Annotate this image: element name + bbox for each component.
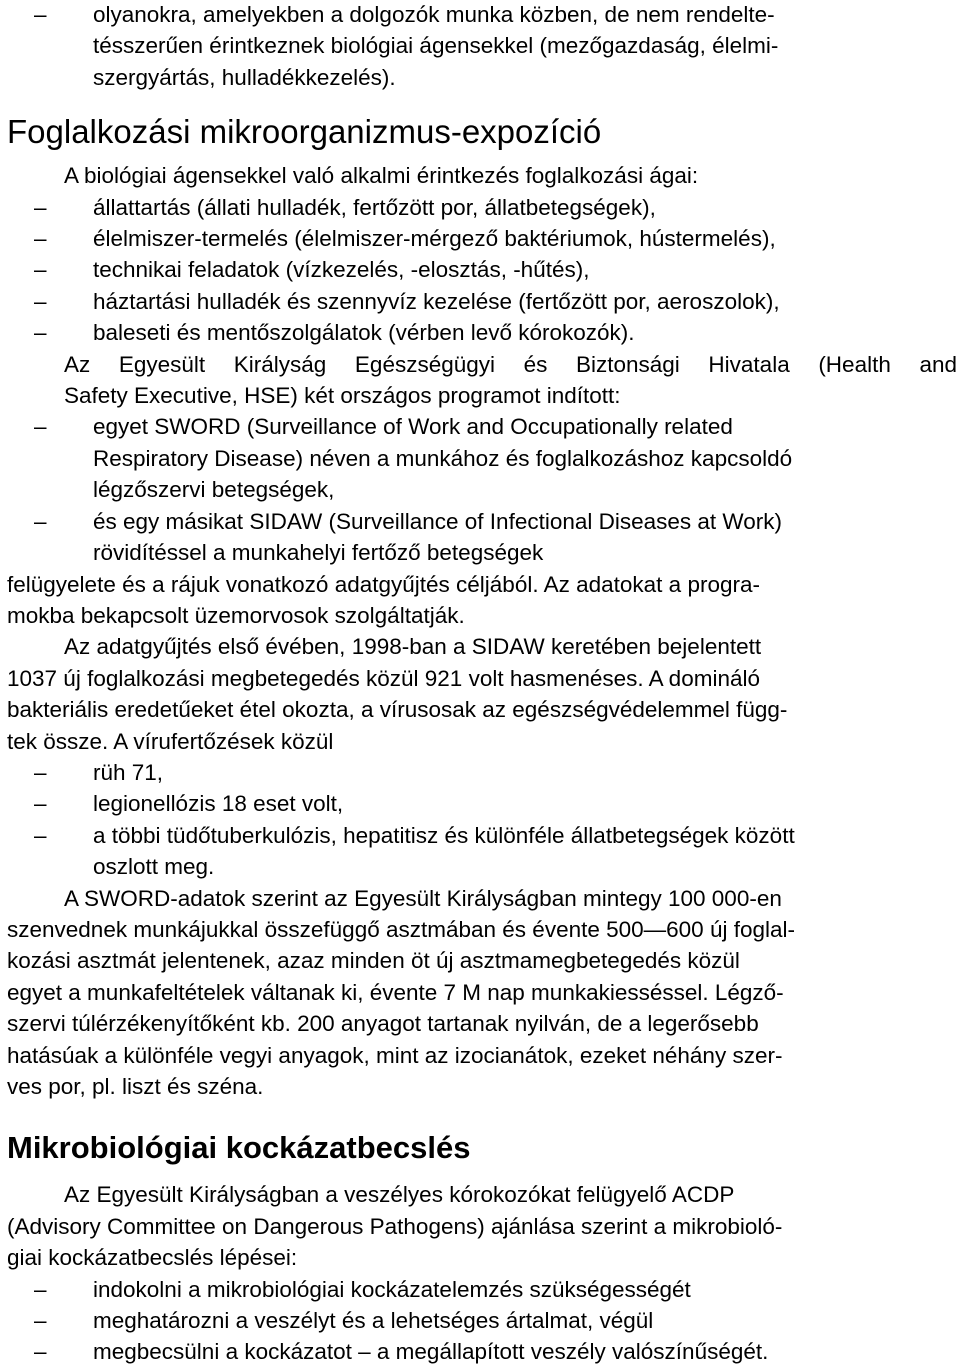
- list-line: oszlott meg.: [93, 854, 215, 880]
- list-item-text: technikai feladatok (vízkezelés, -elosztás, -hűtés),: [93, 257, 590, 283]
- list-item: [7, 254, 957, 285]
- paragraph-line: Az Egyesült Királyságban a veszélyes kórokozókat felügyelő ACDP: [64, 1182, 735, 1208]
- dash-bullet: –: [34, 194, 47, 220]
- virus-list: [7, 757, 957, 883]
- paragraph-line: giai kockázatbecslés lépései:: [7, 1245, 298, 1271]
- list-item: [7, 192, 957, 223]
- dash-bullet: –: [34, 288, 47, 314]
- paragraph-line: egyet a munkafeltételek váltanak ki, évente 7 M nap munkakiesséssel. Légző-: [7, 979, 784, 1005]
- list-item: [7, 1305, 957, 1336]
- sidaw-paragraph: [7, 631, 957, 757]
- dash-bullet: –: [34, 508, 47, 534]
- list-item: [7, 1274, 957, 1305]
- list-line: Respiratory Disease) néven a munkához és foglalkozáshoz kapcsoldó: [93, 445, 793, 471]
- dash-bullet: –: [34, 1276, 47, 1302]
- hse-program-list: [7, 411, 957, 568]
- exposure-list: [7, 192, 957, 349]
- paragraph-line: bakteriális eredetűeket étel okozta, a vírusosak az egészségvédelemmel függ-: [7, 697, 788, 723]
- acdp-paragraph: [7, 1179, 957, 1273]
- list-item-text: legionellózis 18 eset volt,: [93, 791, 344, 817]
- hse-paragraph: [7, 349, 957, 412]
- paragraph-line: A SWORD-adatok szerint az Egyesült Királyságban mintegy 100 000-en: [64, 885, 782, 911]
- list-item-text: indokolni a mikrobiológiai kockázatelemzés szükségességét: [93, 1276, 691, 1302]
- paragraph-line: szenvednek munkájukkal összefüggő asztmában és évente 500—600 új foglal-: [7, 916, 795, 942]
- risk-steps-list: [7, 1274, 957, 1368]
- paragraph-line: kozási asztmát jelentenek, azaz minden öt új asztmamegbetegedés közül: [7, 948, 740, 974]
- list-item: [7, 788, 957, 819]
- list-item-text: meghatározni a veszélyt és a lehetséges ártalmat, végül: [93, 1308, 654, 1334]
- intro-paragraph: A biológiai ágensekkel való alkalmi érintkezés foglalkozási ágai:: [64, 163, 699, 189]
- section-heading-risk-assessment: Mikrobiológiai kockázatbecslés: [7, 1130, 471, 1166]
- list-item: [7, 820, 957, 883]
- dash-bullet: –: [34, 320, 47, 346]
- dash-bullet: –: [34, 1308, 47, 1334]
- after-list-paragraph: [7, 569, 957, 632]
- list-line: rövidítéssel a munkahelyi fertőző betegségek: [93, 540, 544, 566]
- list-line: szergyártás, hulladékkezelés).: [93, 64, 396, 90]
- list-item-text: baleseti és mentőszolgálatok (vérben levő kórokozók).: [93, 320, 635, 346]
- dash-bullet: –: [34, 822, 47, 848]
- list-item: [7, 286, 957, 317]
- paragraph-line: 1037 új foglalkozási megbetegedés közül 921 volt hasmenéses. A domináló: [7, 665, 760, 691]
- dash-bullet: –: [34, 1339, 47, 1365]
- list-item-text: megbecsülni a kockázatot – a megállapított veszély valószínűségét.: [93, 1339, 769, 1365]
- list-line: egyet SWORD (Surveillance of Work and Occupationally related: [93, 414, 733, 440]
- list-item: [7, 757, 957, 788]
- paragraph-line: (Advisory Committee on Dangerous Pathogens) ajánlása szerint a mikrobioló-: [7, 1213, 783, 1239]
- document-page: [7, 0, 957, 1368]
- list-line: a többi tüdőtuberkulózis, hepatitisz és különféle állatbetegségek között: [93, 822, 795, 848]
- section-heading-exposure: Foglalkozási mikroorganizmus-expozíció: [7, 113, 602, 151]
- paragraph-line: felügyelete és a rájuk vonatkozó adatgyűjtés céljából. Az adatokat a progra-: [7, 571, 760, 597]
- dash-bullet: –: [34, 791, 47, 817]
- paragraph-line: Az Egyesült Királyság Egészségügyi és Biztonsági Hivatala (Health and: [64, 351, 957, 377]
- paragraph-line: tek össze. A vírufertőzések közül: [7, 728, 334, 754]
- dash-bullet: –: [34, 226, 47, 252]
- list-line: tésszerűen érintkeznek biológiai ágensekkel (mezőgazdaság, élelmi-: [93, 33, 779, 59]
- list-line: olyanokra, amelyekben a dolgozók munka közben, de nem rendelte-: [93, 2, 775, 27]
- paragraph-line: hatásúak a különféle vegyi anyagok, mint az izocianátok, ezeket néhány szer-: [7, 1042, 783, 1068]
- list-item: [7, 223, 957, 254]
- list-item-sidaw: [7, 506, 957, 569]
- paragraph-line: Safety Executive, HSE) két országos programot indított:: [64, 383, 621, 409]
- list-item-text: állattartás (állati hulladék, fertőzött por, állatbetegségek),: [93, 194, 656, 220]
- sword-paragraph: [7, 883, 957, 1103]
- paragraph-line: szervi túlérzékenyítőként kb. 200 anyagot tartanak nyilván, de a legerősebb: [7, 1011, 759, 1037]
- list-item-text: háztartási hulladék és szennyvíz kezelése (fertőzött por, aeroszolok),: [93, 288, 780, 314]
- list-item-continued: [7, 0, 957, 93]
- paragraph-line: ves por, pl. liszt és széna.: [7, 1074, 264, 1099]
- dash-bullet: –: [34, 2, 47, 27]
- list-item-text: rüh 71,: [93, 759, 164, 785]
- paragraph-line: Az adatgyűjtés első évében, 1998-ban a SIDAW keretében bejelentett: [64, 634, 762, 660]
- dash-bullet: –: [34, 414, 47, 440]
- dash-bullet: –: [34, 257, 47, 283]
- list-item: [7, 1336, 957, 1367]
- list-item-sword: [7, 411, 957, 505]
- paragraph-line: mokba bekapcsolt üzemorvosok szolgáltatják.: [7, 602, 465, 628]
- list-line: légzőszervi betegségek,: [93, 477, 335, 503]
- list-line: és egy másikat SIDAW (Surveillance of Infectional Diseases at Work): [93, 508, 783, 534]
- list-item-text: élelmiszer-termelés (élelmiszer-mérgező baktériumok, hústermelés),: [93, 226, 776, 252]
- list-item: [7, 317, 957, 348]
- dash-bullet: –: [34, 759, 47, 785]
